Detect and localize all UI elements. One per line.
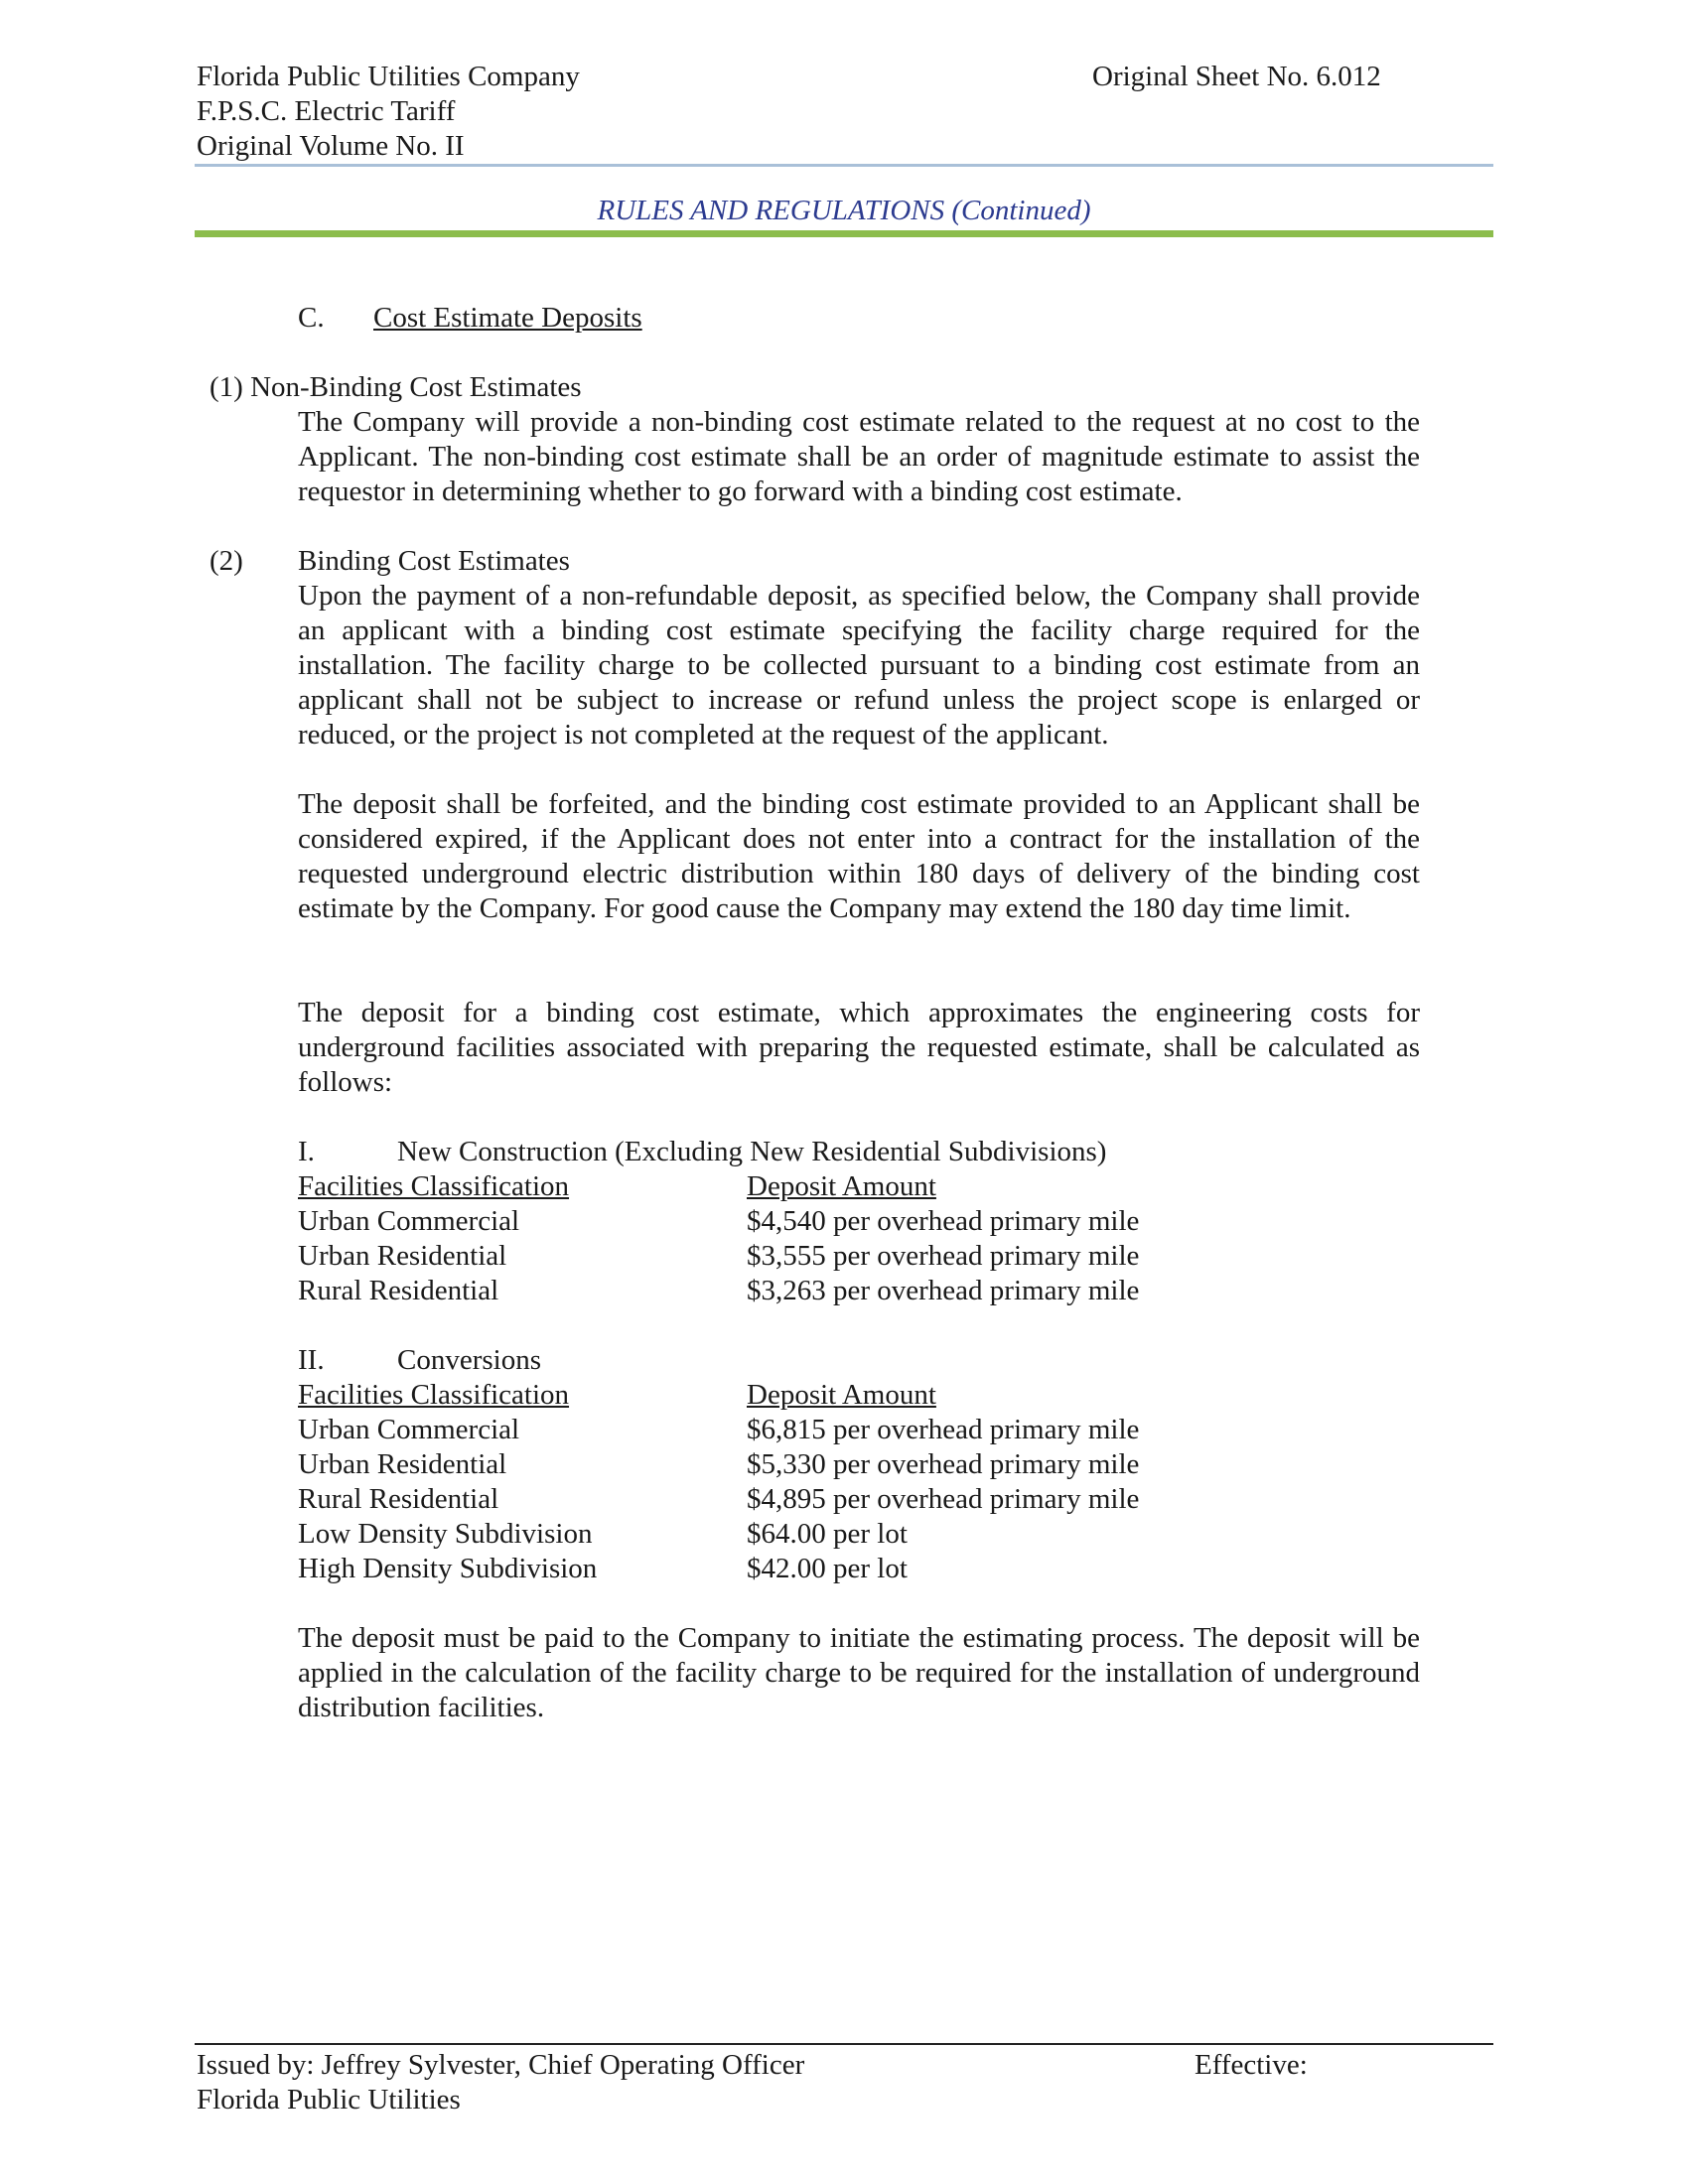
subsection-title: Cost Estimate Deposits — [373, 302, 642, 334]
facility-class: Rural Residential — [298, 1275, 499, 1306]
deposit-amount: $4,895 per overhead primary mile — [747, 1483, 1140, 1515]
table2-numeral: II. — [298, 1344, 325, 1376]
facility-class: Urban Residential — [298, 1240, 507, 1272]
issued-by: Issued by: Jeffrey Sylvester, Chief Operating Officer — [197, 2049, 805, 2081]
item2-paragraph-1: Upon the payment of a non-refundable deposit, as specified below, the Company shall provide an applicant with a binding cost estimate specifying the facility charge required for the installation. The facility charge to be collected pursuant to a binding cost estimate from an applicant shall not be subject to increase or refund unless the project scope is enlarged or reduced, or the project is not completed at the request of the applicant. — [298, 580, 1420, 751]
table-row — [298, 1204, 1291, 1239]
section-title: RULES AND REGULATIONS (Continued) — [597, 195, 1091, 226]
item1-heading: (1) Non-Binding Cost Estimates — [210, 371, 582, 403]
table-row — [298, 1482, 1291, 1517]
header-block — [197, 60, 580, 164]
deposit-amount: $6,815 per overhead primary mile — [747, 1414, 1140, 1445]
table2-title-row — [298, 1343, 1291, 1378]
item1-text: The Company will provide a non-binding cost estimate related to the request at no cost to the Applicant. The non-binding cost estimate shall be an order of magnitude estimate to assist the requestor in determining whether to go forward with a binding cost estimate. — [298, 406, 1420, 507]
volume-label: Original Volume No. II — [197, 130, 465, 162]
tariff-name: F.P.S.C. Electric Tariff — [197, 95, 456, 127]
table1-title: New Construction (Excluding New Residential Subdivisions) — [397, 1136, 1107, 1167]
company-name: Florida Public Utilities Company — [197, 61, 580, 92]
table1-header-row — [298, 1169, 1291, 1204]
deposit-amount: $64.00 per lot — [747, 1518, 908, 1550]
table-row — [298, 1274, 1291, 1308]
table1-title-row — [298, 1135, 1291, 1169]
facility-class: Urban Commercial — [298, 1205, 520, 1237]
facility-class: Rural Residential — [298, 1483, 499, 1515]
item2-paragraph-4: The deposit must be paid to the Company to initiate the estimating process. The deposit will be applied in the calculation of the facility charge to be required for the installation of underground distribution facilities. — [298, 1622, 1420, 1723]
table1-col-deposit: Deposit Amount — [747, 1170, 936, 1202]
table-row — [298, 1552, 1291, 1586]
footer-divider — [195, 2043, 1493, 2045]
header-divider — [195, 164, 1493, 167]
facility-class: Urban Commercial — [298, 1414, 520, 1445]
effective-label: Effective: — [1195, 2049, 1308, 2081]
sheet-number: Original Sheet No. 6.012 — [1092, 61, 1381, 92]
table-row — [298, 1447, 1291, 1482]
facility-class: Low Density Subdivision — [298, 1518, 593, 1550]
table-row — [298, 1517, 1291, 1552]
facility-class: High Density Subdivision — [298, 1553, 598, 1584]
deposit-amount: $4,540 per overhead primary mile — [747, 1205, 1140, 1237]
table2-title: Conversions — [397, 1344, 541, 1376]
deposit-amount: $3,263 per overhead primary mile — [747, 1275, 1140, 1306]
item2-heading: Binding Cost Estimates — [298, 545, 570, 577]
subsection-letter: C. — [298, 302, 325, 334]
footer-org: Florida Public Utilities — [197, 2084, 461, 2116]
item2-paragraph-2: The deposit shall be forfeited, and the binding cost estimate provided to an Applicant shall be considered expired, if the Applicant does not enter into a contract for the installation of the requested underground electric distribution within 180 days of delivery of the binding cost estimate by the Company. For good cause the Company may extend the 180 day time limit. — [298, 788, 1420, 924]
facility-class: Urban Residential — [298, 1448, 507, 1480]
deposit-amount: $5,330 per overhead primary mile — [747, 1448, 1140, 1480]
deposit-amount: $42.00 per lot — [747, 1553, 908, 1584]
table-row — [298, 1239, 1291, 1274]
table1-numeral: I. — [298, 1136, 315, 1167]
table-row — [298, 1413, 1291, 1447]
table2-col-deposit: Deposit Amount — [747, 1379, 936, 1411]
item2-number: (2) — [210, 545, 243, 577]
table2-header-row — [298, 1378, 1291, 1413]
footer-block — [197, 2048, 804, 2117]
table2-col-classification: Facilities Classification — [298, 1379, 570, 1411]
table1-col-classification: Facilities Classification — [298, 1170, 570, 1202]
deposit-amount: $3,555 per overhead primary mile — [747, 1240, 1140, 1272]
section-divider — [195, 230, 1493, 237]
item2-paragraph-3: The deposit for a binding cost estimate, which approximates the engineering costs for underground facilities associated with preparing the requested estimate, shall be calculated as follows: — [298, 997, 1420, 1098]
